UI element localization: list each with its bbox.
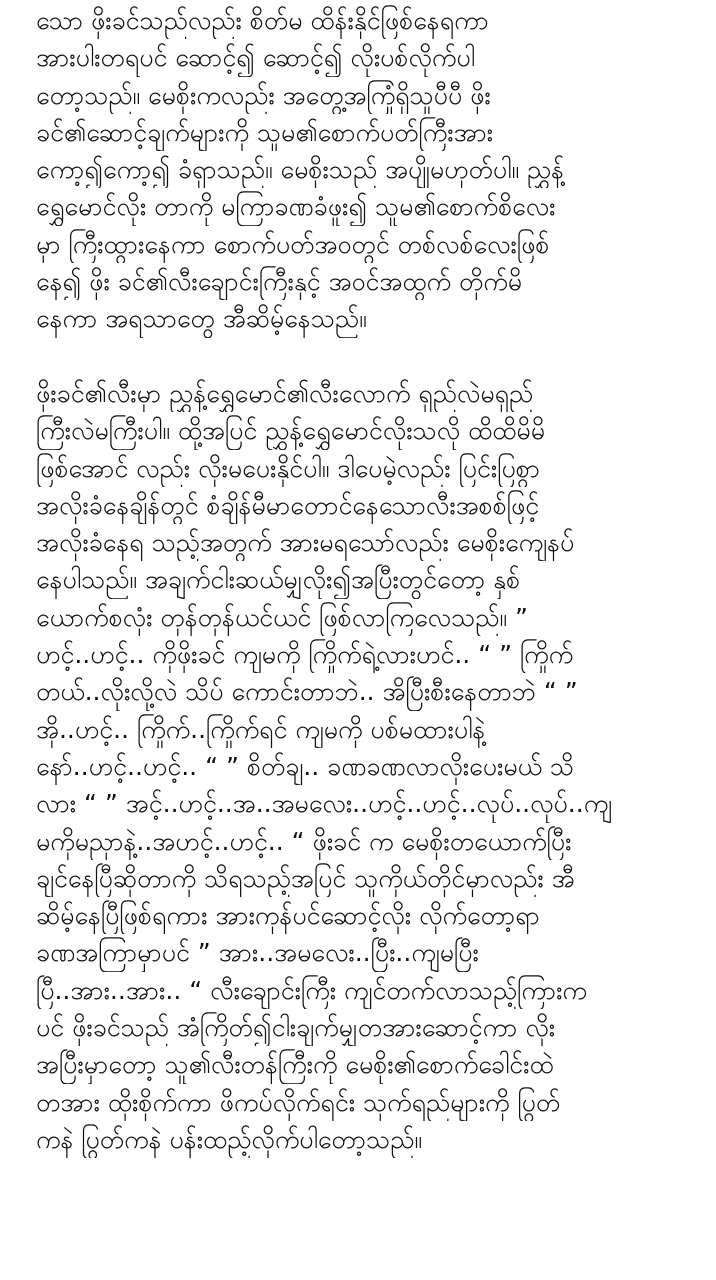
text-line: တော့သည်။ မေစိုးကလည်း အတွေ့အကြုံရှိသူပီပီ ဖိုး <box>36 80 491 110</box>
text-line: ခင်၏ဆောင့်ချက်များကို သူမ၏စောက်ပတ်ကြီးအား <box>36 117 494 147</box>
text-line: အလိုးခံနေချိန်တွင် စံချိန်မီမာတောင်နေသောလီးအစစ်ဖြင့် <box>36 490 540 520</box>
text-line: ဟင့်..ဟင့်.. ကိုဖိုးခင် ကျမကို ကြိုက်ရဲ့လားဟင်.. “ ” ကြိုက် <box>36 640 574 670</box>
text-line: မကိုမညှာနဲ့..အဟင့်..ဟင့်.. “ ဖိုးခင် က မေစိုးတယောက်ပြီး <box>36 826 572 856</box>
text-line: ဖြစ်အောင် လည်း လိုးမပေးနိုင်ပါ။ ဒါပေမဲ့လည်း ပြင်းပြစွာ <box>36 453 541 483</box>
text-line: ခဏအကြာမှာပင် ” အား..အမလေး..ပြီး..ကျမပြီး <box>36 938 479 968</box>
text-line: ချင်နေပြီဆိုတာကို သိရသည့်အပြင် သူကိုယ်တိုင်မှာလည်း အီ <box>36 863 575 893</box>
text-line: တယ်..လိုးလို့လဲ သိပ် ကောင်းတာဘဲ.. အိပြီးစီးနေတာဘဲ “ ” <box>36 677 578 707</box>
paragraph-1 <box>36 2 688 338</box>
text-line: ဆိမ့်နေပြီဖြစ်ရကား အားကုန်ပင်ဆောင့်လိုး လိုက်တော့ရာ <box>36 901 540 931</box>
paragraph-gap <box>36 338 688 375</box>
text-line: တအား ထိုးစိုက်ကာ ဖိကပ်လိုက်ရင်း သုက်ရည်များကို ပြွတ် <box>36 1087 561 1117</box>
text-line: ပြီ..အား..အား.. “ လီးချောင်းကြီး ကျင်တက်လာသည့်ကြားက <box>36 975 587 1005</box>
text-line: ရွှေမောင်လိုး တာကို မကြာခဏခံဖူး၍ သူမ၏စောက်စိလေး <box>36 192 556 222</box>
text-line: ပင် ဖိုးခင်သည် အံကြိတ်၍ငါးချက်မျှတအားဆောင့်ကာ လိုး <box>36 1013 556 1043</box>
text-line: နေ၍ ဖိုး ခင်၏လီးချောင်းကြီးနှင့် အဝင်အထွက် တိုက်မိ <box>36 267 523 297</box>
text-line: ယောက်စလုံး တုန်တုန်ယင်ယင် ဖြစ်လာကြလေသည်။ ” <box>36 602 528 632</box>
text-line: ဖိုးခင်၏လီးမှာ ညွှန့်ရွှေမောင်၏လီးလောက် ရှည်လဲမရှည် <box>36 378 534 408</box>
paragraph-2 <box>36 375 688 1158</box>
text-line: နေပါသည်။ အချက်ငါးဆယ်မျှလိုး၍အပြီးတွင်တော့ နှစ် <box>36 565 521 595</box>
text-line: အားပါးတရပင် ဆောင့်၍ ဆောင့်၍ လိုးပစ်လိုက်ပါ <box>36 43 475 73</box>
text-line: ကော့၍ကော့၍ ခံရှာသည်။ မေစိုးသည် အပျိုမဟုတ်ပါ။ ညွှန့် <box>36 155 565 185</box>
text-line: အလိုးခံနေရ သည့်အတွက် အားမရသော်လည်း မေစိုးကျေနပ် <box>36 528 575 558</box>
text-line: ကနဲ ပြွတ်ကနဲ ပန်းထည့်လိုက်ပါတော့သည်။ <box>36 1124 422 1154</box>
text-line: အပြီးမှာတော့ သူ၏လီးတန်ကြီးကို မေစိုး၏စောက်ခေါင်းထဲ <box>36 1050 554 1080</box>
text-line: မှာ ကြီးထွားနေကာ စောက်ပတ်အဝတွင် တစ်လစ်လေးဖြစ် <box>36 229 550 259</box>
text-line: နေကာ အရသာတွေ အီဆိမ့်နေသည်။ <box>36 304 367 334</box>
text-line: သော ဖိုးခင်သည်လည်း စိတ်မ ထိန်းနိုင်ဖြစ်နေရကာ <box>36 6 489 35</box>
text-line: အို..ဟင့်.. ကြိုက်..ကြိုက်ရင် ကျမကို ပစ်မထားပါနဲ့ <box>36 714 486 744</box>
text-line: ကြီးလဲမကြီးပါ။ ထို့အပြင် ညွှန့်ရွှေမောင်လိုးသလို ထိထိမိမိ <box>36 416 545 446</box>
text-line: နော်..ဟင့်..ဟင့်.. “ ” စိတ်ချ.. ခဏခဏလာလိုးပေးမယ် သိ <box>36 751 575 781</box>
text-line: လား “ ” အင့်..ဟင့်..အ..အမလေး..ဟင့်..ဟင့်..လုပ်..လုပ်..ကျ <box>36 789 613 819</box>
